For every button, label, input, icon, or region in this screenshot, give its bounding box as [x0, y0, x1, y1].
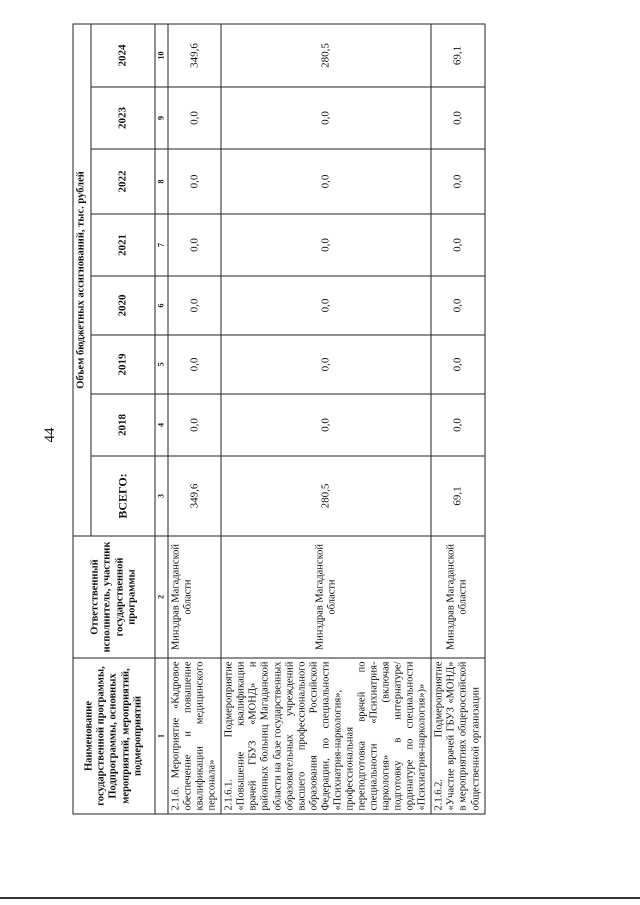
- page-number: 44: [42, 427, 58, 443]
- col-number: 10: [155, 24, 168, 87]
- row-value-2018: 0,0: [431, 394, 484, 456]
- row-value-2024: 349,6: [168, 24, 221, 87]
- row-value-2021: 0,0: [431, 214, 484, 276]
- row-name: 2.1.6. Мероприятие «Кадровое обеспечение и повышение квалификации медицинского персонала»: [168, 658, 221, 814]
- row-value-2021: 0,0: [221, 214, 431, 276]
- row-value-2019: 0,0: [431, 335, 484, 394]
- col-number: 7: [155, 214, 168, 276]
- row-executor: Минздрав Магаданской области: [168, 536, 221, 658]
- col-number: 3: [155, 456, 168, 536]
- row-total: 69,1: [431, 456, 484, 536]
- row-value-2024: 280,5: [221, 24, 431, 87]
- header-executor: Ответственный исполнитель, участник государственной программы: [73, 536, 155, 658]
- row-executor: Минздрав Магаданской области: [431, 536, 484, 658]
- header-year-2021: 2021: [91, 214, 155, 276]
- row-total: 349,6: [168, 456, 221, 536]
- row-value-2020: 0,0: [221, 276, 431, 335]
- page-bottom-rule: [0, 897, 640, 899]
- table-row: [431, 24, 484, 814]
- row-value-2024: 69,1: [431, 24, 484, 87]
- header-year-2024: 2024: [91, 24, 155, 87]
- table-row: [221, 24, 431, 814]
- header-year-2018: 2018: [91, 394, 155, 456]
- col-number: 2: [155, 536, 168, 658]
- header-year-2023: 2023: [91, 87, 155, 149]
- col-number: 9: [155, 87, 168, 149]
- column-number-row: [155, 24, 168, 814]
- row-executor: Минздрав Магаданской области: [221, 536, 431, 658]
- header-year-2020: 2020: [91, 276, 155, 335]
- col-number: 8: [155, 149, 168, 214]
- row-value-2022: 0,0: [221, 149, 431, 214]
- row-name: 2.1.6.1. Подмероприятие «Повышение квалификации врачей ГБУЗ «МОНД» и районных больниц Магаданской области на базе государственных образовательных учреждений высшего профессионального образования Российской Федерации, по специальности «Психиатрия-наркология», профессиональная переподготовка врачей по специальности «Психиатрия-наркология» (включая подготовку в интернатуре/ ординатуре по специальности «Психиатрия-наркология»)»: [221, 658, 431, 814]
- header-budget: Объем бюджетных ассигнований, тыс. рублей: [73, 24, 91, 536]
- row-value-2022: 0,0: [431, 149, 484, 214]
- row-value-2023: 0,0: [431, 87, 484, 149]
- row-value-2023: 0,0: [168, 87, 221, 149]
- row-value-2018: 0,0: [168, 394, 221, 456]
- row-value-2019: 0,0: [221, 335, 431, 394]
- table-row: [168, 24, 221, 814]
- header-total: ВСЕГО:: [91, 456, 155, 536]
- row-value-2020: 0,0: [168, 276, 221, 335]
- row-value-2021: 0,0: [168, 214, 221, 276]
- col-number: 4: [155, 394, 168, 456]
- header-row-top: [73, 24, 91, 814]
- budget-table: [73, 23, 486, 814]
- row-value-2019: 0,0: [168, 335, 221, 394]
- header-year-2019: 2019: [91, 335, 155, 394]
- row-value-2023: 0,0: [221, 87, 431, 149]
- row-name: 2.1.6.2. Подмероприятие «Участие врачей ГБУЗ «МОНД» в мероприятиях общероссийской общественной организации: [431, 658, 484, 814]
- col-number: 6: [155, 276, 168, 335]
- header-name: Наименование государственной программы, Подпрограммы, основных мероприятий, мероприятий, подмероприятий: [73, 658, 155, 814]
- col-number: 5: [155, 335, 168, 394]
- row-value-2020: 0,0: [431, 276, 484, 335]
- row-value-2018: 0,0: [221, 394, 431, 456]
- header-year-2022: 2022: [91, 149, 155, 214]
- row-total: 280,5: [221, 456, 431, 536]
- row-value-2022: 0,0: [168, 149, 221, 214]
- col-number: 1: [155, 658, 168, 814]
- rotated-table-container: [73, 25, 608, 815]
